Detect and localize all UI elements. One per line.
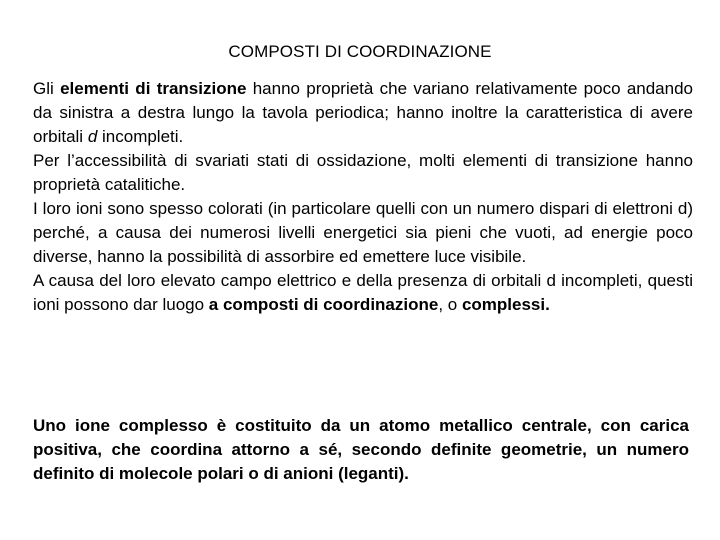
paragraph-colored-ions: I loro ioni sono spesso colorati (in particolare quelli con un numero dispari di elettroni d) perché, a causa dei numerosi livelli energetici sia pieni che vuoti, ad energie poco diverse, hanno la possibilità di assorbire ed emettere luce visibile. [33,199,693,266]
paragraph4-text-1: A causa del loro elevato campo elettrico e della presenza di orbitali d incompleti, questi ioni possono dar luogo [33,271,693,314]
paragraph1-text-1: Gli [33,79,61,98]
paragraph1-text-2: hanno proprietà che variano relativamente poco andando da sinistra a destra lungo la tavola periodica; hanno inoltre la caratteristica di avere orbitali [33,79,694,146]
paragraph4-text-2: , o [438,295,462,314]
paragraph-transition-elements [33,77,693,149]
paragraph-oxidation-states: Per l’accessibilità di svariati stati di ossidazione, molti elementi di transizione hanno proprietà catalitiche. [33,151,693,194]
paragraph1-italic-d: d [87,127,98,146]
body-text [33,77,693,317]
page-title: COMPOSTI DI COORDINAZIONE [228,42,492,61]
paragraph4-bold-complexes: complessi. [461,295,550,314]
paragraph1-text-3: incompleti. [97,127,184,146]
paragraph4-bold-coordination: a composti di coordinazione [208,295,439,314]
paragraph1-bold-term: elementi di transizione [60,79,247,98]
paragraph-coordination [33,269,693,317]
summary-definition: Uno ione complesso è costituito da un atomo metallico centrale, con carica positiva, che coordina attorno a sé, secondo definite geometrie, un numero definito di molecole polari o di anioni (leganti). [33,416,689,483]
